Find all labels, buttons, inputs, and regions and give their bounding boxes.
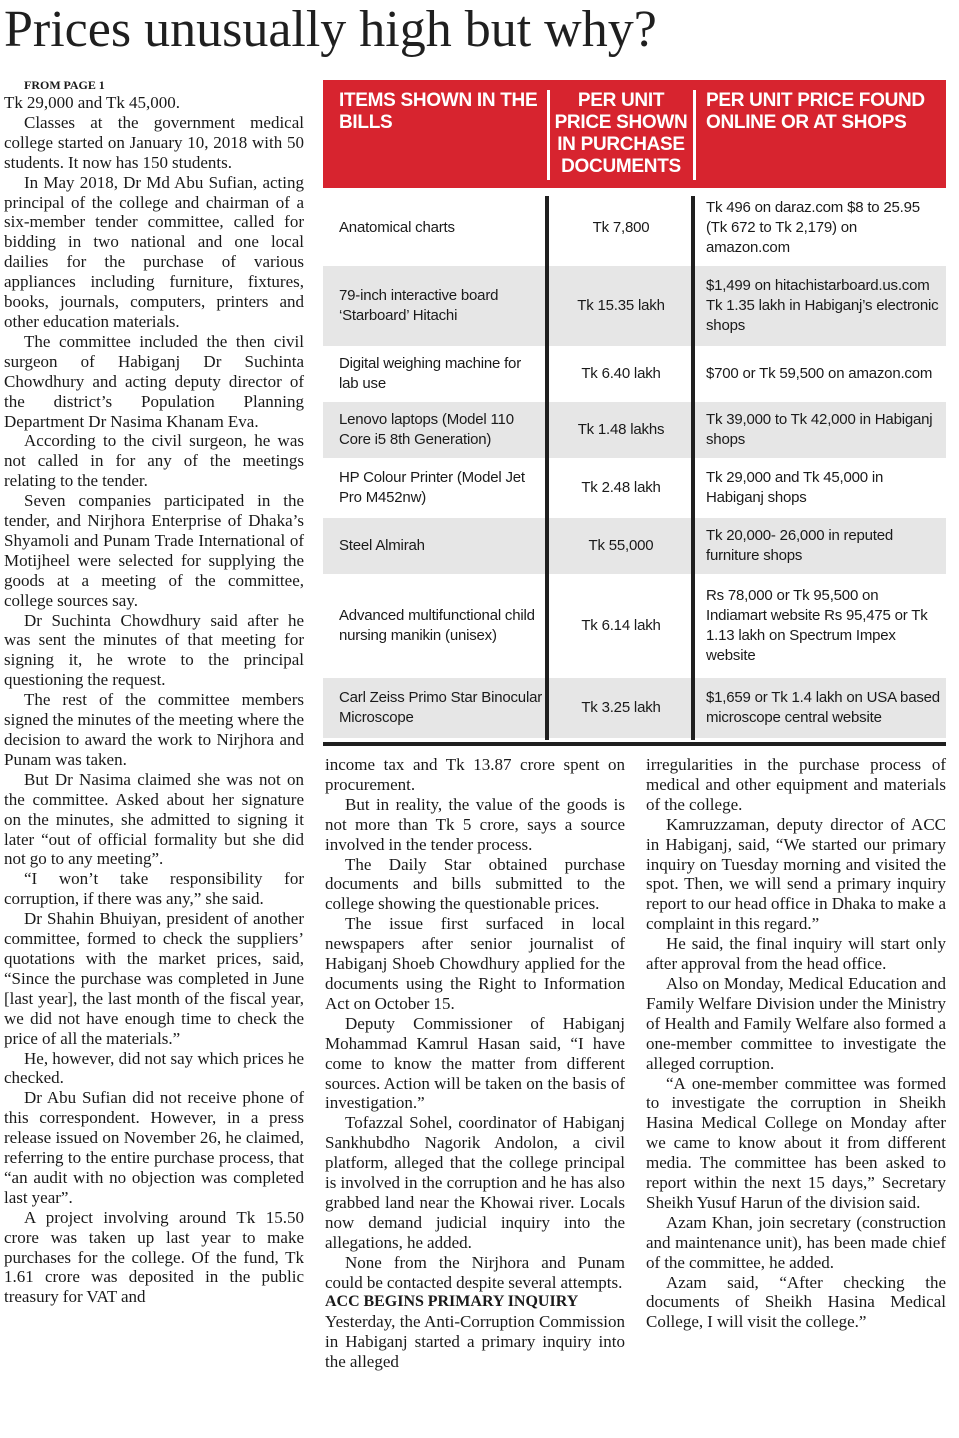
price-cell: Tk 15.35 lakh — [577, 297, 665, 314]
paragraph: A project involving around Tk 15.50 crore was taken up last year to make purchases for the college. Of the fund, Tk 1.61 crore was deposited in the public treasury for VAT and — [4, 1207, 304, 1307]
market-cell: $1,659 or Tk 1.4 lakh on USA based microscope central website — [706, 689, 940, 726]
paragraph: He, however, did not say which prices he checked. — [4, 1048, 304, 1088]
dateline: FROM PAGE 1 — [24, 78, 105, 92]
paragraph: “I won’t take responsibility for corruption, if there was any,” she said. — [4, 869, 304, 909]
item-cell: 79-inch interactive board ‘Starboard’ Hitachi — [339, 287, 499, 324]
header-purchase-price: PER UNIT PRICE SHOWN IN PURCHASE DOCUMENTS — [554, 90, 688, 177]
subhead: ACC BEGINS PRIMARY INQUIRY — [325, 1293, 579, 1311]
paragraph: Kamruzzaman, deputy director of ACC in Habiganj, said, “We started our primary inquiry on Tuesday morning and visited the spot. Then, we will send a primary inquiry report to our head office in Dhaka to make a complaint in this regard.” — [646, 814, 946, 934]
paragraph: “A one-member committee was formed to investigate the corruption in Sheikh Hasina Medical College on Monday after we came to know about it from different media. The committee has been asked to report within the next 15 days,” Secretary Sheikh Yusuf Harun of the division said. — [646, 1073, 946, 1212]
paragraph: He said, the final inquiry will start only after approval from the head office. — [646, 934, 946, 974]
item-cell: Carl Zeiss Primo Star Binocular Microscope — [339, 689, 543, 726]
item-cell: Lenovo laptops (Model 110 Core i5 8th Generation) — [339, 411, 514, 448]
table-bottom-rule — [323, 742, 946, 746]
paragraph: Dr Suchinta Chowdhury said after he was sent the minutes of that meeting for signing it, he wrote to the principal questioning the request. — [4, 610, 304, 690]
price-cell: Tk 6.14 lakh — [581, 617, 661, 634]
paragraph: Azam said, “After checking the documents of Sheikh Hasina Medical College, I will visit the college.” — [646, 1272, 946, 1332]
column-divider — [545, 196, 549, 740]
headline: Prices unusually high but why? — [4, 1, 657, 58]
table-row — [323, 266, 946, 346]
paragraph: The Daily Star obtained purchase documents and bills submitted to the college showing the questionable prices. — [325, 854, 625, 914]
price-cell: Tk 1.48 lakhs — [577, 421, 665, 438]
paragraph: None from the Nirjhora and Punam could be contacted despite several attempts. — [325, 1252, 625, 1292]
item-cell: HP Colour Printer (Model Jet Pro M452nw) — [339, 469, 525, 506]
market-cell: Tk 29,000 and Tk 45,000 in Habiganj shops — [706, 469, 884, 506]
article-column-2 — [325, 755, 625, 1372]
market-cell: Tk 20,000- 26,000 in reputed furniture shops — [706, 527, 894, 564]
paragraph: Seven companies participated in the tender, and Nirjhora Enterprise of Dhaka’s Shyamoli and Punam Trade International of Motijheel were selected for supplying the goods at a meeting of the committee, college sources say. — [4, 491, 304, 610]
paragraph: Tofazzal Sohel, coordinator of Habiganj Sankhubdho Nagorik Andolon, a civil platform, alleged that the college principal is involved in the corruption and he has also grabbed land near the Khowai river. Locals now demand judicial inquiry into the allegations, he added. — [325, 1113, 625, 1252]
article-column-3 — [646, 755, 946, 1332]
table-row — [323, 402, 946, 458]
paragraph: According to the civil surgeon, he was not called in for any of the meetings relating to the tender. — [4, 431, 304, 491]
paragraph: The rest of the committee members signed the minutes of the meeting where the decision to award the work to Nirjhora and Punam was taken. — [4, 690, 304, 769]
article-column-1 — [4, 77, 304, 1307]
header-market-price: PER UNIT PRICE FOUND ONLINE OR AT SHOPS — [706, 90, 925, 133]
paragraph: income tax and Tk 13.87 crore spent on procurement. — [325, 755, 625, 794]
paragraph: Yesterday, the Anti-Corruption Commission in Habiganj started a primary inquiry into the alleged — [325, 1312, 625, 1372]
header-items: ITEMS SHOWN IN THE BILLS — [339, 90, 538, 133]
table-row — [323, 576, 946, 676]
paragraph: Dr Abu Sufian did not receive phone of this correspondent. However, in a press release issued on November 26, he claimed, referring to the entire purchase process, that “an audit with no objection was completed last year”. — [4, 1088, 304, 1207]
market-cell: Tk 496 on daraz.com $8 to 25.95 (Tk 672 to Tk 2,179) on amazon.com — [706, 199, 920, 256]
price-cell: Tk 6.40 lakh — [581, 365, 661, 382]
table-row — [323, 678, 946, 738]
header-divider — [547, 90, 550, 180]
price-comparison-table — [323, 80, 946, 740]
paragraph: But in reality, the value of the goods is not more than Tk 5 crore, says a source involved in the tender process. — [325, 794, 625, 854]
paragraph: Dr Shahin Bhuiyan, president of another committee, formed to check the suppliers’ quotations with the market prices, said, “Since the purchase was completed in June [last year], the last month of the fiscal year, we did not have enough time to check the price of all the materials.” — [4, 909, 304, 1048]
paragraph: Azam Khan, join secretary (construction and maintenance unit), has been made chief of the committee, he added. — [646, 1212, 946, 1272]
table-row — [323, 198, 946, 258]
item-cell: Digital weighing machine for lab use — [339, 355, 521, 392]
paragraph: Classes at the government medical college started on January 10, 2018 with 50 students. It now has 150 students. — [4, 112, 304, 172]
market-cell: Rs 78,000 or Tk 95,500 on Indiamart website Rs 95,475 or Tk 1.13 lakh on Spectrum Impex website — [706, 587, 928, 664]
paragraph: Tk 29,000 and Tk 45,000. — [4, 93, 180, 112]
price-cell: Tk 7,800 — [592, 219, 650, 236]
item-cell: Advanced multifunctional child nursing manikin (unisex) — [339, 607, 535, 644]
item-cell: Steel Almirah — [339, 537, 425, 554]
price-cell: Tk 3.25 lakh — [581, 699, 661, 716]
table-row — [323, 348, 946, 400]
market-cell: $1,499 on hitachistarboard.us.com Tk 1.35 lakh in Habiganj’s electronic shops — [706, 277, 939, 334]
paragraph: irregularities in the purchase process of medical and other equipment and materials of the college. — [646, 755, 946, 814]
paragraph: In May 2018, Dr Md Abu Sufian, acting principal of the college and chairman of a six-member tender committee, called for bidding in two national and one local dailies for the purchase of various appliances including furniture, fixtures, books, journals, computers, printers and other education materials. — [4, 172, 304, 331]
paragraph: Also on Monday, Medical Education and Family Welfare Division under the Ministry of Health and Family Welfare also formed a one-member committee to investigate the alleged corruption. — [646, 973, 946, 1073]
price-cell: Tk 55,000 — [588, 537, 654, 554]
paragraph: But Dr Nasima claimed she was not on the committee. Asked about her signature on the minutes, she admitted to signing it later “out of official formality but she did not go to any meeting”. — [4, 769, 304, 869]
column-divider — [691, 196, 695, 740]
table-row — [323, 518, 946, 574]
price-cell: Tk 2.48 lakh — [581, 479, 661, 496]
table-row — [323, 460, 946, 516]
paragraph: The committee included the then civil surgeon of Habiganj Dr Suchinta Chowdhury and acting deputy director of the district’s Population Planning Department Dr Nasima Khanam Eva. — [4, 331, 304, 431]
header-divider — [693, 90, 696, 180]
market-cell: Tk 39,000 to Tk 42,000 in Habiganj shops — [706, 411, 933, 448]
table-header — [323, 80, 946, 188]
paragraph: Deputy Commissioner of Habiganj Mohammad Kamrul Hasan said, “I have come to know the matter from different sources. Action will be taken on the basis of investigation.” — [325, 1013, 625, 1113]
item-cell: Anatomical charts — [339, 219, 455, 236]
paragraph: The issue first surfaced in local newspapers after senior journalist of Habiganj Shoeb Chowdhury applied for the documents using the Right to Information Act on October 15. — [325, 914, 625, 1013]
market-cell: $700 or Tk 59,500 on amazon.com — [706, 365, 933, 382]
